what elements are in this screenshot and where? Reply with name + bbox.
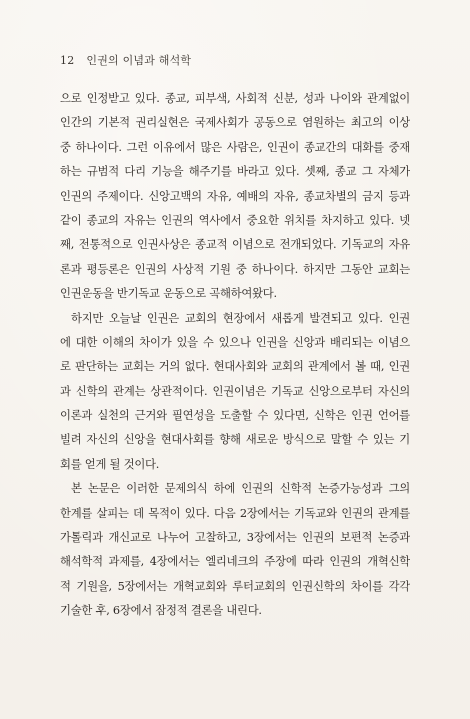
text-line: 해석학적 과제를, 4장에서는 엘리네크의 주장에 따라 인권의 개혁신학 bbox=[60, 554, 410, 569]
body-text bbox=[60, 86, 410, 623]
paragraph-3 bbox=[60, 476, 410, 622]
text-line: 인권운동을 반기독교 운동으로 곡해하여왔다. bbox=[60, 286, 277, 301]
text-line: 같이 종교의 자유는 인권의 역사에서 중요한 위치를 차지하고 있다. 넷 bbox=[60, 212, 410, 227]
text-line: 이론과 실천의 근거와 필연성을 도출할 수 있다면, 신학은 인권 언어를 bbox=[60, 408, 410, 423]
paragraph-1 bbox=[60, 86, 410, 306]
text-line: 론과 평등론은 인권의 사상적 기원 중 하나이다. 하지만 그동안 교회는 bbox=[60, 261, 410, 276]
text-line: 본 논문은 이러한 문제의식 하에 인권의 신학적 논증가능성과 그의 bbox=[71, 481, 410, 496]
text-line: 한계를 살피는 데 목적이 있다. 다음 2장에서는 기독교와 인권의 관계를 bbox=[60, 505, 410, 520]
text-line: 으로 인정받고 있다. 종교, 피부색, 사회적 신분, 성과 나이와 관계없이 bbox=[60, 91, 410, 105]
running-title: 인권의 이념과 해석학 bbox=[86, 54, 192, 67]
text-line: 하지만 오늘날 인권은 교회의 현장에서 새롭게 발견되고 있다. 인권 bbox=[71, 310, 410, 325]
text-line: 중 하나이다. 그런 이유에서 많은 사람은, 인권이 종교간의 대화를 중재 bbox=[60, 139, 410, 154]
text-line: 째, 전통적으로 인권사상은 종교적 이념으로 전개되었다. 기독교의 자유 bbox=[60, 237, 410, 252]
paragraph-2 bbox=[60, 306, 410, 477]
text-line: 가톨릭과 개신교로 나누어 고찰하고, 3장에서는 인권의 보편적 논증과 bbox=[60, 530, 410, 545]
text-line: 과 신학의 관계는 상관적이다. 인권이념은 기독교 신앙으로부터 자신의 bbox=[60, 383, 410, 398]
running-head bbox=[60, 52, 191, 68]
text-line: 하는 규범적 다리 기능을 해주기를 바라고 있다. 셋째, 종교 그 자체가 bbox=[60, 164, 410, 179]
text-line: 적 기원을, 5장에서는 개혁교회와 루터교회의 인권신학의 차이를 각각 bbox=[60, 578, 410, 593]
text-line: 인간의 기본적 권리실현은 국제사회가 공동으로 염원하는 최고의 이상 bbox=[60, 115, 410, 130]
text-line: 로 판단하는 교회는 거의 없다. 현대사회와 교회의 관계에서 볼 때, 인권 bbox=[60, 359, 410, 374]
text-line: 빌려 자신의 신앙을 현대사회를 향해 새로운 방식으로 말할 수 있는 기 bbox=[60, 432, 410, 447]
text-line: 기술한 후, 6장에서 잠정적 결론을 내린다. bbox=[60, 603, 262, 618]
page-number: 12 bbox=[60, 54, 75, 67]
text-line: 회를 얻게 될 것이다. bbox=[60, 456, 160, 471]
text-line: 에 대한 이해의 차이가 있을 수 있으나 인권을 신앙과 배리되는 이념으 bbox=[60, 334, 410, 349]
text-line: 인권의 주제이다. 신앙고백의 자유, 예배의 자유, 종교차별의 금지 등과 bbox=[60, 188, 410, 203]
